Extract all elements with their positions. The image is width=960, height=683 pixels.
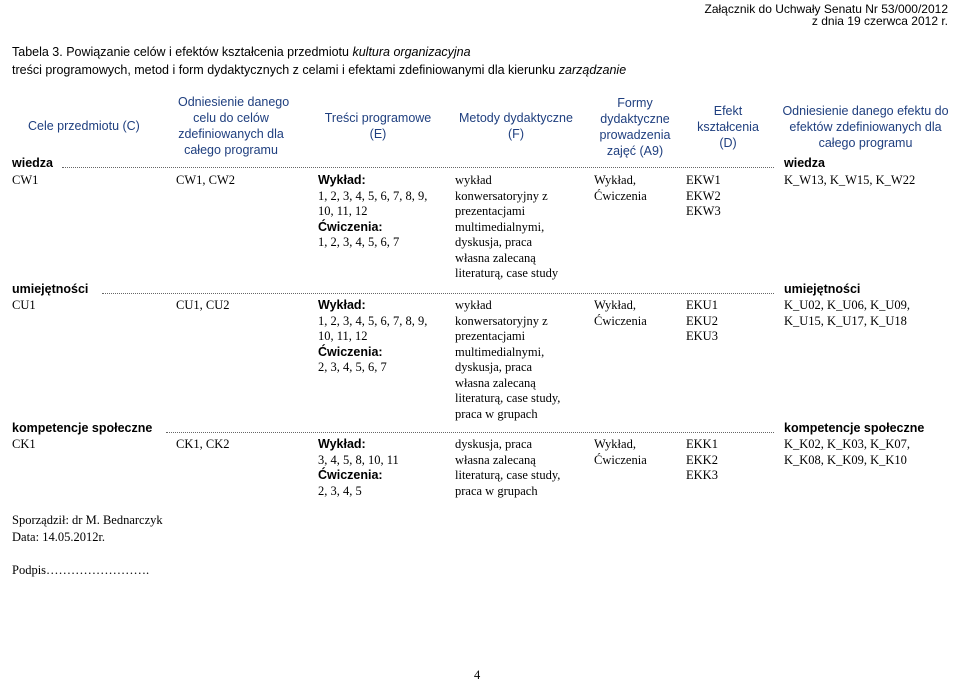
tresci-line: 2, 3, 4, 5 — [318, 483, 362, 498]
efekt-line: EKK2 — [686, 452, 718, 467]
section-label-kompetencje-right: kompetencje społeczne — [784, 421, 925, 435]
attachment-line-1: Załącznik do Uchwały Senatu Nr 53/000/2012 — [704, 2, 948, 16]
formy-line: Wykład, — [594, 437, 636, 451]
metody-line: wykład — [455, 173, 492, 187]
tresci-line: 1, 2, 3, 4, 5, 6, 7, 8, 9, — [318, 313, 428, 328]
metody-line: własna zalecaną — [455, 452, 536, 467]
efekty-kompetencje — [686, 437, 718, 484]
odniesienie-cw: CW1, CW2 — [176, 173, 236, 187]
header-cele: Cele przedmiotu (C) — [28, 119, 140, 133]
section-label-umiejetnosci: umiejętności — [12, 282, 89, 296]
odniesienie-efektu-umiejetnosci — [784, 298, 910, 329]
tresci-umiejetnosci — [318, 298, 427, 376]
header-formy — [590, 95, 680, 159]
cel-cu1: CU1 — [12, 298, 36, 312]
metody-line: prezentacjami — [455, 329, 526, 343]
efekt-line: EKU3 — [686, 329, 718, 343]
section-divider — [62, 167, 774, 168]
efekt-line: EKU1 — [686, 298, 718, 312]
header-tresci-line: (E) — [369, 127, 387, 141]
odniesienie-cu: CU1, CU2 — [176, 298, 230, 312]
metody-line: konwersatoryjny z — [455, 188, 548, 203]
efekt-line: EKW1 — [686, 173, 721, 187]
metody-line: własna zalecaną — [455, 250, 536, 265]
header-odniesienie-efektu-line: Odniesienie danego efektu do — [782, 104, 949, 118]
efekt-line: EKK1 — [686, 437, 718, 451]
header-efekt-line: (D) — [719, 136, 737, 150]
tresci-line: 3, 4, 5, 8, 10, 11 — [318, 452, 399, 467]
metody-line: praca w grupach — [455, 483, 538, 498]
tresci-wiedza — [318, 173, 427, 251]
section-label-umiejetnosci-right: umiejętności — [784, 282, 861, 296]
metody-line: literaturą, case study, — [455, 391, 561, 405]
metody-line: wykład — [455, 298, 492, 312]
cel-cw1: CW1 — [12, 173, 39, 187]
formy-line: Wykład, — [594, 298, 636, 312]
tresci-line: 1, 2, 3, 4, 5, 6, 7, 8, 9, — [318, 188, 428, 203]
odniesienie-efektu-line: K_K08, K_K09, K_K10 — [784, 452, 907, 467]
tresci-line: Wykład: — [318, 173, 366, 187]
cel-ck1: CK1 — [12, 437, 36, 451]
course-name: kultura organizacyjna — [352, 45, 471, 59]
metody-line: dyskusja, praca — [455, 437, 533, 451]
metody-umiejetnosci — [455, 298, 560, 422]
header-metody-line: Metody dydaktyczne — [459, 111, 573, 125]
attachment-line-2: z dnia 19 czerwca 2012 r. — [811, 14, 948, 28]
header-metody — [450, 110, 582, 142]
tresci-line: Ćwiczenia: — [318, 468, 383, 482]
header-odniesienie-celu — [178, 94, 290, 158]
tresci-line: Ćwiczenia: — [318, 344, 383, 359]
header-odniesienie-efektu-line: efektów zdefiniowanych dla — [789, 120, 942, 134]
efekty-wiedza — [686, 173, 721, 220]
header-formy-line: dydaktyczne — [600, 112, 670, 126]
header-metody-line: (F) — [508, 127, 524, 141]
tresci-kompetencje — [318, 437, 399, 499]
header-formy-line: zajęć (A9) — [606, 144, 664, 158]
metody-line: literaturą, case study — [455, 266, 559, 280]
efekt-line: EKK3 — [686, 468, 718, 482]
header-odniesienie-celu-line: całego programu — [184, 143, 278, 157]
metody-kompetencje — [455, 437, 560, 499]
odniesienie-efektu-line: K_W13, K_W15, K_W22 — [784, 173, 916, 187]
section-label-wiedza-right: wiedza — [784, 156, 825, 170]
header-efekt — [688, 103, 768, 151]
metody-line: multimedialnymi, — [455, 219, 545, 234]
formy-line: Ćwiczenia — [594, 188, 647, 203]
formy-umiejetnosci — [594, 298, 647, 329]
title-line-1-text: Tabela 3. Powiązanie celów i efektów kształcenia przedmiotu — [12, 45, 353, 59]
section-divider — [166, 432, 774, 433]
odniesienie-efektu-wiedza — [784, 173, 915, 189]
odniesienie-efektu-kompetencje — [784, 437, 910, 468]
tresci-line: 1, 2, 3, 4, 5, 6, 7 — [318, 235, 400, 249]
header-odniesienie-celu-line: zdefiniowanych dla — [178, 127, 284, 141]
section-divider — [102, 293, 774, 294]
formy-line: Ćwiczenia — [594, 452, 647, 467]
formy-wiedza — [594, 173, 647, 204]
efekty-umiejetnosci — [686, 298, 718, 345]
odniesienie-efektu-line: K_K02, K_K03, K_K07, — [784, 437, 911, 451]
formy-line: Wykład, — [594, 173, 636, 187]
header-odniesienie-efektu — [778, 103, 953, 151]
header-odniesienie-celu-line: Odniesienie danego — [178, 95, 290, 109]
tresci-line: Ćwiczenia: — [318, 219, 383, 234]
metody-line: własna zalecaną — [455, 375, 536, 390]
header-tresci — [318, 110, 438, 142]
tresci-line: 10, 11, 12 — [318, 329, 368, 343]
metody-line: konwersatoryjny z — [455, 313, 548, 328]
efekt-line: EKW2 — [686, 188, 721, 203]
header-tresci-line: Treści programowe — [324, 111, 432, 125]
section-label-wiedza: wiedza — [12, 156, 53, 170]
table-title-line-1 — [12, 44, 471, 60]
metody-wiedza — [455, 173, 558, 282]
efekt-line: EKU2 — [686, 313, 718, 328]
metody-line: praca w grupach — [455, 406, 538, 421]
tresci-line: Wykład: — [318, 298, 366, 312]
metody-line: prezentacjami — [455, 204, 526, 218]
header-formy-line: Formy — [617, 96, 653, 110]
prepared-by: Sporządził: dr M. Bednarczyk — [12, 513, 163, 527]
section-label-kompetencje: kompetencje społeczne — [12, 421, 153, 435]
header-efekt-line: kształcenia — [697, 120, 759, 134]
metody-line: literaturą, case study, — [455, 468, 561, 482]
title-line-2-text: treści programowych, metod i form dydaktycznych z celami i efektami zdefiniowanymi dla kierunku — [12, 63, 559, 77]
formy-line: Ćwiczenia — [594, 313, 647, 328]
metody-line: multimedialnymi, — [455, 344, 545, 359]
metody-line: dyskusja, praca — [455, 360, 533, 374]
efekt-line: EKW3 — [686, 204, 721, 218]
odniesienie-ck: CK1, CK2 — [176, 437, 230, 451]
header-odniesienie-efektu-line: całego programu — [818, 136, 913, 150]
tresci-line: 2, 3, 4, 5, 6, 7 — [318, 360, 387, 374]
metody-line: dyskusja, praca — [455, 235, 533, 249]
header-odniesienie-celu-line: celu do celów — [193, 111, 269, 125]
header-formy-line: prowadzenia — [599, 128, 671, 142]
tresci-line: Wykład: — [318, 437, 366, 451]
odniesienie-efektu-line: K_U15, K_U17, K_U18 — [784, 313, 907, 328]
field-name: zarządzanie — [558, 63, 627, 77]
prepared-date: Data: 14.05.2012r. — [12, 530, 106, 544]
page-number: 4 — [474, 668, 481, 682]
odniesienie-efektu-line: K_U02, K_U06, K_U09, — [784, 298, 911, 312]
formy-kompetencje — [594, 437, 647, 468]
signature-line: Podpis……………………. — [12, 563, 150, 577]
table-title-line-2 — [12, 62, 626, 78]
header-efekt-line: Efekt — [713, 104, 743, 118]
tresci-line: 10, 11, 12 — [318, 204, 368, 218]
